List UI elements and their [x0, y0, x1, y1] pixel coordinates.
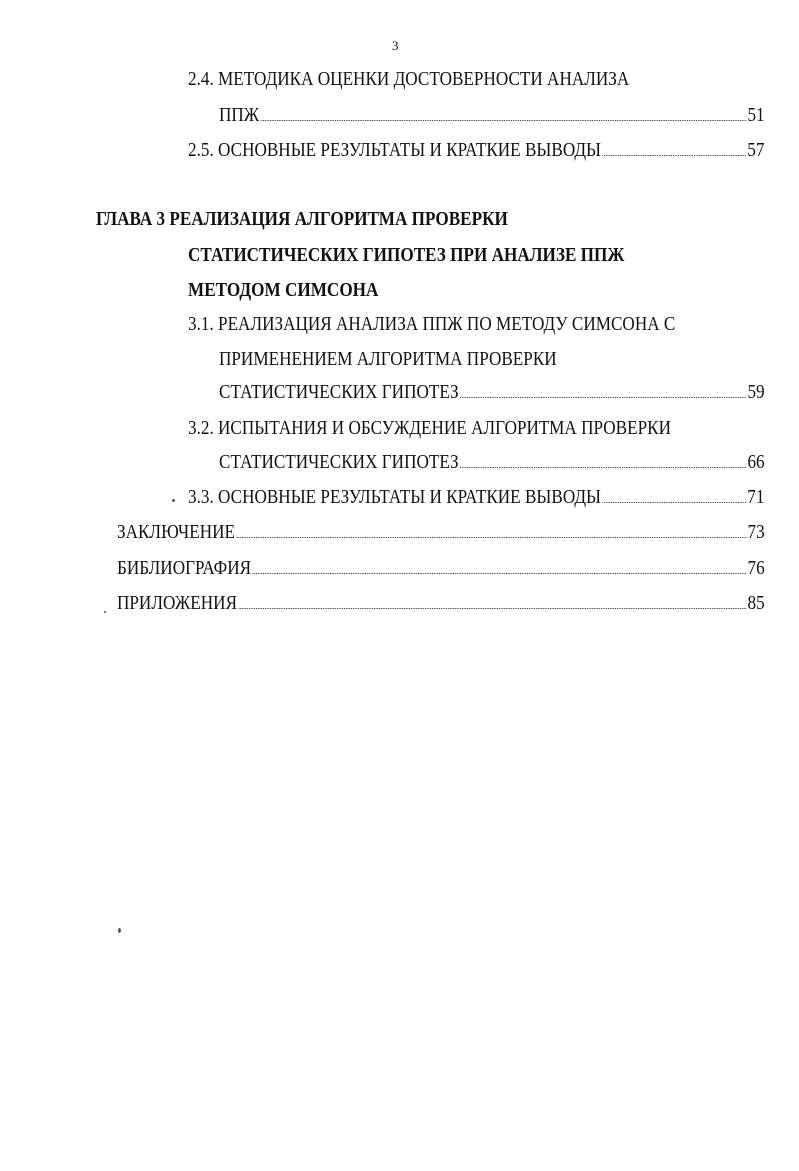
toc-entry-2-5	[188, 139, 764, 163]
toc-entry-3-2-line1: 3.2. ИСПЫТАНИЯ И ОБСУЖДЕНИЕ АЛГОРИТМА ПРОВЕРКИ	[188, 418, 671, 439]
toc-page-number: 57	[747, 140, 765, 161]
toc-entry-3-1-line1: 3.1. РЕАЛИЗАЦИЯ АНАЛИЗА ППЖ ПО МЕТОДУ СИМСОНА С	[188, 314, 676, 335]
toc-entry-3-1	[219, 381, 765, 405]
toc-page-number: 59	[747, 382, 765, 403]
toc-entry-label: 2.5. ОСНОВНЫЕ РЕЗУЛЬТАТЫ И КРАТКИЕ ВЫВОДЫ	[188, 140, 602, 161]
dot-leader	[460, 397, 745, 398]
chapter-3-title-line1: ГЛАВА 3 РЕАЛИЗАЦИЯ АЛГОРИТМА ПРОВЕРКИ	[96, 209, 508, 230]
toc-entry-label: СТАТИСТИЧЕСКИХ ГИПОТЕЗ	[219, 452, 459, 473]
chapter-3-title-line3: МЕТОДОМ СИМСОНА	[188, 280, 379, 301]
toc-entry-2-4	[219, 104, 765, 128]
toc-entry-bibliography	[117, 557, 765, 581]
chapter-3-title-line2: СТАТИСТИЧЕСКИХ ГИПОТЕЗ ПРИ АНАЛИЗЕ ППЖ	[188, 245, 625, 266]
toc-page-number: 51	[747, 105, 765, 126]
toc-entry-3-2	[219, 451, 765, 475]
dot-leader	[237, 537, 746, 538]
toc-page-number: 73	[747, 522, 765, 543]
toc-entry-label: БИБЛИОГРАФИЯ	[117, 558, 252, 579]
dot-leader	[603, 502, 746, 503]
toc-page-number: 76	[747, 558, 765, 579]
dot-leader	[253, 573, 746, 574]
toc-entry-appendices	[117, 592, 765, 616]
toc-entry-label: 3.3. ОСНОВНЫЕ РЕЗУЛЬТАТЫ И КРАТКИЕ ВЫВОДЫ	[188, 487, 602, 508]
toc-entry-label: СТАТИСТИЧЕСКИХ ГИПОТЕЗ	[219, 382, 459, 403]
dot-leader	[460, 467, 745, 468]
toc-page-number: 85	[747, 593, 765, 614]
toc-entry-label: ППЖ	[219, 105, 260, 126]
toc-page-number: 66	[747, 452, 765, 473]
toc-entry-3-3	[188, 486, 764, 510]
scan-speck	[172, 499, 175, 502]
toc-entry-2-4-line1: 2.4. МЕТОДИКА ОЦЕНКИ ДОСТОВЕРНОСТИ АНАЛИЗА	[188, 69, 630, 90]
toc-entry-label: ПРИЛОЖЕНИЯ	[117, 593, 238, 614]
dot-leader	[603, 155, 746, 156]
toc-entry-label: ЗАКЛЮЧЕНИЕ	[117, 522, 235, 543]
page-number: 3	[392, 38, 399, 53]
dot-leader	[239, 608, 746, 609]
dot-leader	[261, 120, 746, 121]
toc-page-number: 71	[747, 487, 765, 508]
toc-entry-3-1-line2: ПРИМЕНЕНИЕМ АЛГОРИТМА ПРОВЕРКИ	[219, 349, 557, 370]
scan-speck	[104, 611, 106, 613]
toc-entry-conclusion	[117, 521, 765, 545]
scan-speck	[118, 928, 121, 933]
